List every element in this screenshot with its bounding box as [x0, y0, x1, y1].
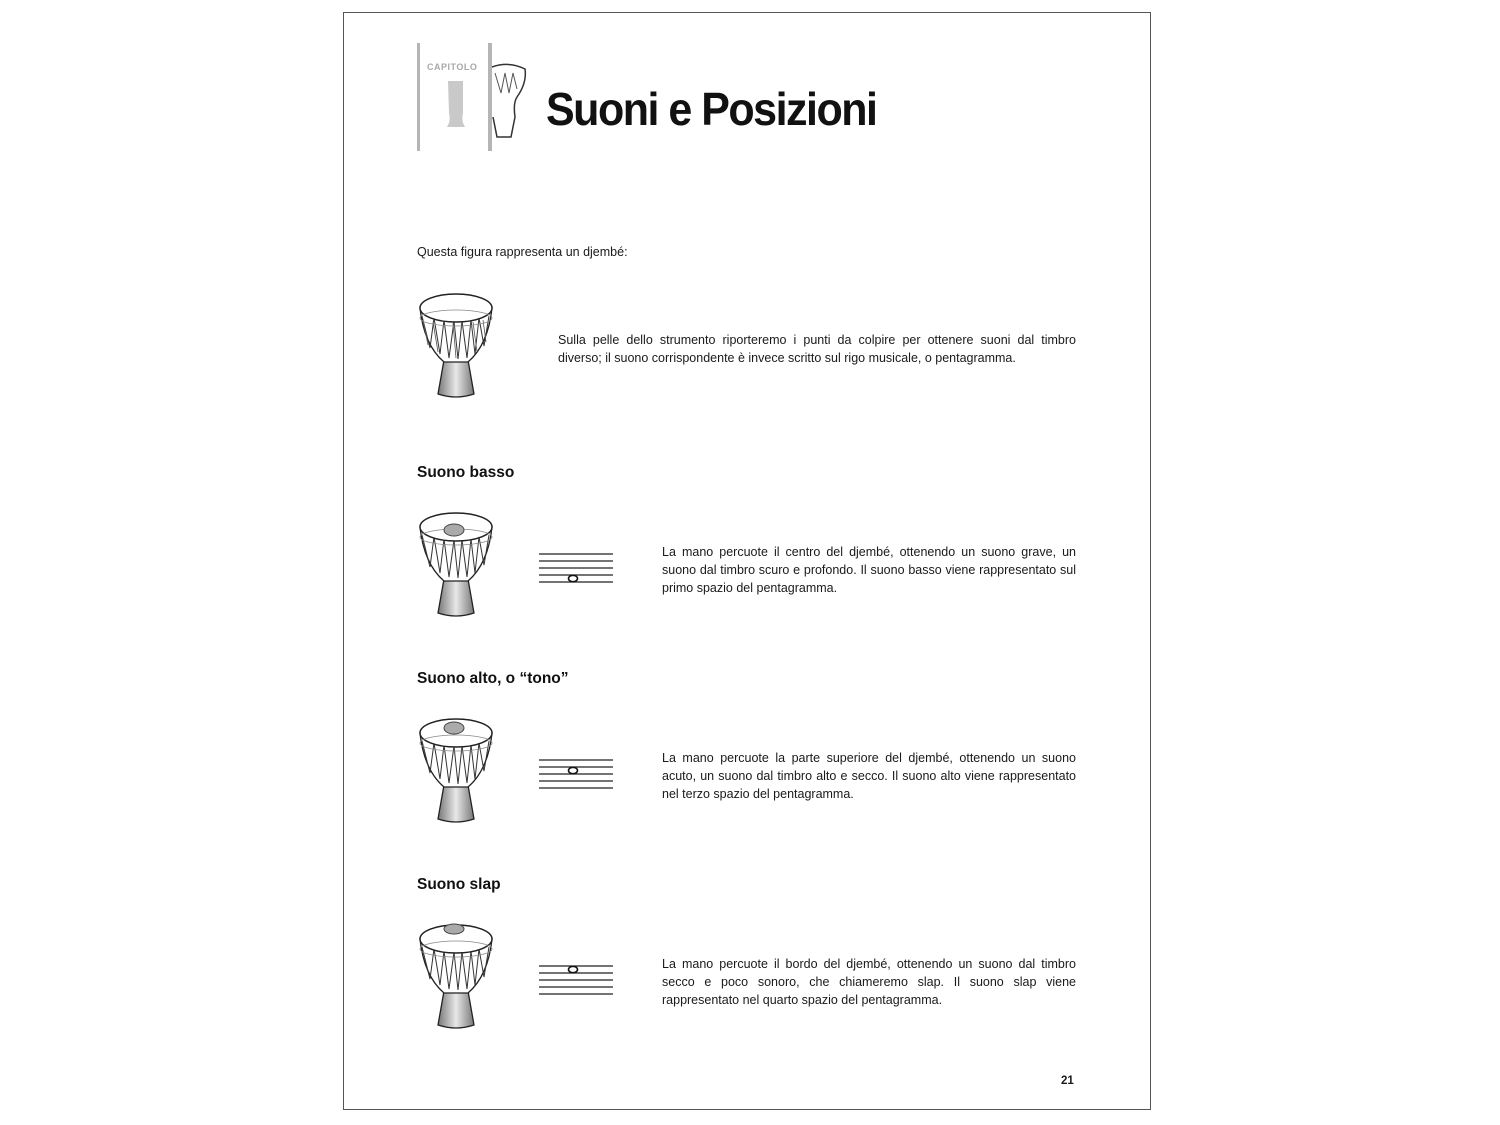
staff-bass — [539, 550, 613, 586]
heading-slap: Suono slap — [417, 876, 501, 893]
staff-note — [569, 767, 578, 773]
intro-text: Questa figura rappresenta un djembé: — [417, 245, 628, 259]
page-number: 21 — [1061, 1075, 1074, 1087]
text-slap: La mano percuote il bordo del djembé, ottenendo un suono dal timbro secco e poco sonoro, che chiameremo slap. Il suono slap viene rappresentato nel quarto spazio del pentagramma. — [662, 957, 1076, 1007]
heading-bass: Suono basso — [417, 464, 515, 481]
page-title: Suoni e Posizioni — [546, 84, 877, 136]
chapter-badge — [417, 43, 532, 151]
text-tone: La mano percuote la parte superiore del djembé, ottenendo un suono acuto, un suono dal timbro alto e secco. Il suono alto viene rappresentato nel terzo spazio del pentagramma. — [662, 751, 1076, 801]
djembe-figure-tone — [416, 715, 496, 825]
staff-slap — [539, 962, 613, 998]
djembe-figure-slap — [416, 921, 496, 1031]
staff-note — [569, 575, 578, 581]
djembe-figure-bass — [416, 509, 496, 619]
heading-tone: Suono alto, o “tono” — [417, 670, 569, 687]
text-bass: La mano percuote il centro del djembé, ottenendo un suono grave, un suono dal timbro scuro e profondo. Il suono basso viene rappresentato sul primo spazio del pentagramma. — [662, 545, 1076, 595]
staff-note — [569, 966, 578, 972]
staff-tone — [539, 756, 613, 792]
description-text: Sulla pelle dello strumento riporteremo i punti da colpire per ottenere suoni dal timbro diverso; il suono corrispondente è invece scritto sul rigo musicale, o pentagramma. — [558, 333, 1076, 365]
chapter-label: CAPITOLO — [427, 62, 478, 72]
djembe-figure-plain — [416, 290, 496, 400]
